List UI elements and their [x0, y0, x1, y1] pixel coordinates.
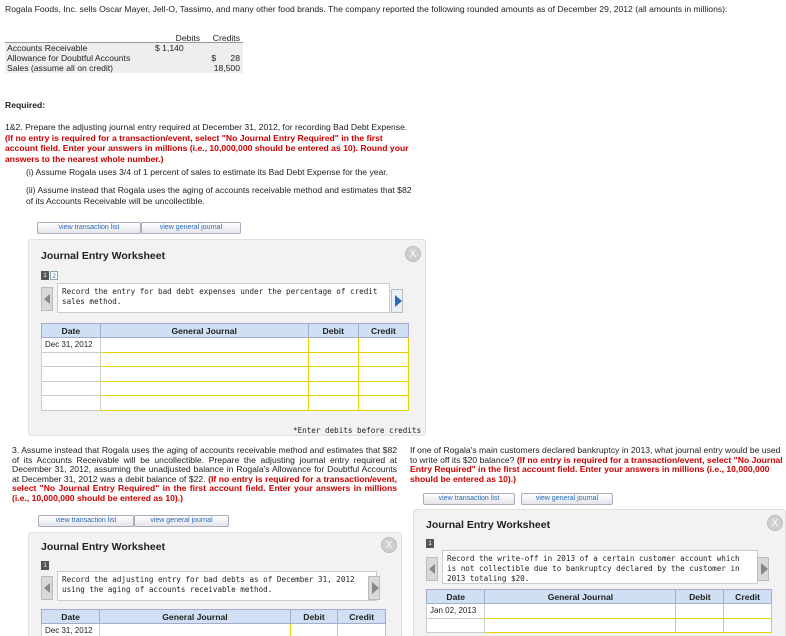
journal-header: General Journal: [100, 324, 308, 338]
balance-label: Allowance for Doubtful Accounts: [7, 53, 131, 63]
journal-table-2: [41, 609, 386, 636]
journal-header: General Journal: [100, 610, 291, 624]
date-header: Date: [42, 324, 101, 338]
prev-arrow-icon[interactable]: [41, 287, 53, 311]
table-row: [427, 604, 772, 619]
credits-header: Credits: [212, 33, 240, 43]
close-icon[interactable]: X: [405, 246, 421, 262]
debit-input[interactable]: [308, 338, 358, 353]
worksheet-prompt: Record the entry for bad debt expenses under the percentage of credit sales method.: [57, 283, 390, 313]
view-general-journal-button[interactable]: view general journal: [141, 222, 241, 234]
balance-label: Accounts Receivable: [7, 43, 88, 53]
worksheet-title-3: Journal Entry Worksheet: [426, 519, 551, 531]
question-3-text: 3. Assume instead that Rogala uses the aging of accounts receivable method and estimates that $82 of its Accounts Receivable will be uncollectible. Prepare the adjusting journal entry required at December 31, 2012, assuming the unadjusted balance in Rogala's Allowance for Doubtful Accounts at December 31, 2012 was a debit balance of $22.: [12, 445, 397, 484]
close-icon[interactable]: X: [381, 537, 397, 553]
debits-header: Debits: [175, 33, 200, 43]
journal-worksheet-3: [413, 509, 786, 636]
credit-input[interactable]: [358, 381, 408, 396]
debit-header: Debit: [676, 590, 724, 604]
question-1-2-instruction: (If no entry is required for a transaction/event, select "No Journal Entry Required" in the first account field. Enter your answers in millions (i.e., 10,000,000 should be entered as 10). Round your answers to the nearest whole number.): [5, 132, 409, 164]
view-transaction-list-button-2[interactable]: view transaction list: [38, 515, 134, 527]
debit-input[interactable]: [676, 604, 724, 619]
worksheet-prompt-2: Record the adjusting entry for bad debts as of December 31, 2012 using the aging of accounts receivable method.: [57, 571, 377, 601]
option-i: (i) Assume Rogala uses 3/4 of 1 percent of sales to estimate its Bad Debt Expense for the year.: [26, 167, 389, 177]
view-general-journal-button-2[interactable]: view general journal: [134, 515, 229, 527]
date-header: Date: [427, 590, 485, 604]
account-input[interactable]: [100, 624, 291, 636]
credit-input[interactable]: [724, 604, 772, 619]
balance-debit: [155, 53, 200, 63]
account-input[interactable]: [100, 352, 308, 367]
account-input[interactable]: [100, 381, 308, 396]
question-3-instruction: (If no entry is required for a transaction/event, select "No Journal Entry Required" in the first account field. Enter your answers in millions (i.e., 10,000,000 should be entered as 10).): [12, 473, 397, 503]
balance-row: [5, 63, 243, 73]
table-row: [42, 381, 409, 396]
balance-credit: 18,500: [213, 63, 240, 73]
credit-input[interactable]: [358, 367, 408, 382]
date-cell: [42, 381, 101, 396]
date-cell: [427, 618, 485, 633]
date-cell: Dec 31, 2012: [42, 338, 101, 353]
balance-credit: [200, 43, 240, 53]
debit-input[interactable]: [308, 381, 358, 396]
table-row: [427, 618, 772, 633]
credit-header: Credit: [338, 610, 386, 624]
page-tab-1[interactable]: 1: [41, 271, 49, 280]
question-3: [12, 446, 397, 504]
page-tab-2[interactable]: 2: [50, 271, 58, 280]
view-transaction-list-button[interactable]: view transaction list: [37, 222, 141, 234]
credit-input[interactable]: [358, 338, 408, 353]
table-row: [42, 338, 409, 353]
credit-input[interactable]: [338, 624, 386, 636]
table-row: [42, 624, 386, 636]
date-cell: [42, 352, 101, 367]
journal-header: General Journal: [485, 590, 676, 604]
balance-label: Sales (assume all on credit): [7, 63, 114, 73]
balance-row: [5, 43, 243, 53]
account-input[interactable]: [100, 367, 308, 382]
page-tab-1[interactable]: 1: [41, 561, 49, 570]
journal-table: [41, 323, 409, 411]
journal-worksheet-2: [28, 532, 402, 636]
question-4: [410, 446, 786, 484]
page-tab-1[interactable]: 1: [426, 539, 434, 548]
prev-arrow-icon[interactable]: [426, 557, 438, 581]
balance-debit: [155, 63, 200, 73]
balance-table: [5, 33, 243, 73]
debit-input[interactable]: [308, 396, 358, 411]
next-arrow-icon[interactable]: [757, 557, 769, 581]
date-header: Date: [42, 610, 100, 624]
debit-input[interactable]: [308, 367, 358, 382]
date-cell: Jan 02, 2013: [427, 604, 485, 619]
balance-row: [5, 53, 243, 63]
view-transaction-list-button-3[interactable]: view transaction list: [423, 493, 515, 505]
date-cell: [42, 367, 101, 382]
date-cell: [42, 396, 101, 411]
debit-header: Debit: [308, 324, 358, 338]
worksheet-prompt-3: Record the write-off in 2013 of a certain customer account which is not collectible due to bankruptcy declared by the customer in 2013 totaling $20.: [442, 550, 758, 584]
worksheet-title: Journal Entry Worksheet: [41, 250, 166, 262]
debit-input[interactable]: [308, 352, 358, 367]
credit-header: Credit: [358, 324, 408, 338]
required-heading: Required:: [5, 100, 46, 110]
credit-header: Credit: [724, 590, 772, 604]
question-4-instruction: (If no entry is required for a transaction/event, select "No Journal Entry Required" in the first account field. Enter your answers in millions (i.e., 10,000,000 should be entered as 10).): [410, 454, 783, 484]
close-icon[interactable]: X: [767, 515, 783, 531]
credit-input[interactable]: [358, 396, 408, 411]
intro-text: Rogala Foods, Inc. sells Oscar Mayer, Jell-O, Tassimo, and many other food brands. The company reported the following rounded amounts as of December 29, 2012 (all amounts in millions):: [5, 4, 728, 14]
account-input[interactable]: [100, 338, 308, 353]
table-row: [42, 367, 409, 382]
view-general-journal-button-3[interactable]: view general journal: [521, 493, 613, 505]
balance-debit: $ 1,140: [155, 43, 184, 53]
question-4-text: If one of Rogala's main customers declared bankruptcy in 2013, what journal entry would be used to write off its $20 balance?: [410, 445, 781, 465]
worksheet-title-2: Journal Entry Worksheet: [41, 541, 166, 553]
balance-header: [5, 33, 243, 43]
debit-input[interactable]: [676, 618, 724, 633]
balance-credit: $ 28: [211, 53, 240, 63]
question-1-2-text: 1&2. Prepare the adjusting journal entry required at December 31, 2012, for recording Bad Debt Expense.: [5, 122, 408, 132]
next-arrow-icon[interactable]: [368, 576, 380, 600]
next-arrow-icon[interactable]: [391, 289, 403, 313]
table-row: [42, 396, 409, 411]
credit-input[interactable]: [358, 352, 408, 367]
table-row: [42, 352, 409, 367]
question-1-2: [5, 122, 415, 164]
journal-table-3: [426, 589, 772, 633]
account-input[interactable]: [485, 604, 676, 619]
debit-header: Debit: [290, 610, 338, 624]
account-input[interactable]: [100, 396, 308, 411]
credit-input[interactable]: [724, 618, 772, 633]
debit-input[interactable]: [290, 624, 338, 636]
date-cell: Dec 31, 2012: [42, 624, 100, 636]
footnote: *Enter debits before credits: [293, 426, 422, 435]
journal-worksheet-1: [28, 239, 426, 436]
account-input[interactable]: [485, 618, 676, 633]
option-ii: (ii) Assume instead that Rogala uses the aging of accounts receivable method and estimates that $82 of its Accounts Receivable will be uncollectible.: [26, 185, 412, 206]
prev-arrow-icon[interactable]: [41, 576, 53, 600]
